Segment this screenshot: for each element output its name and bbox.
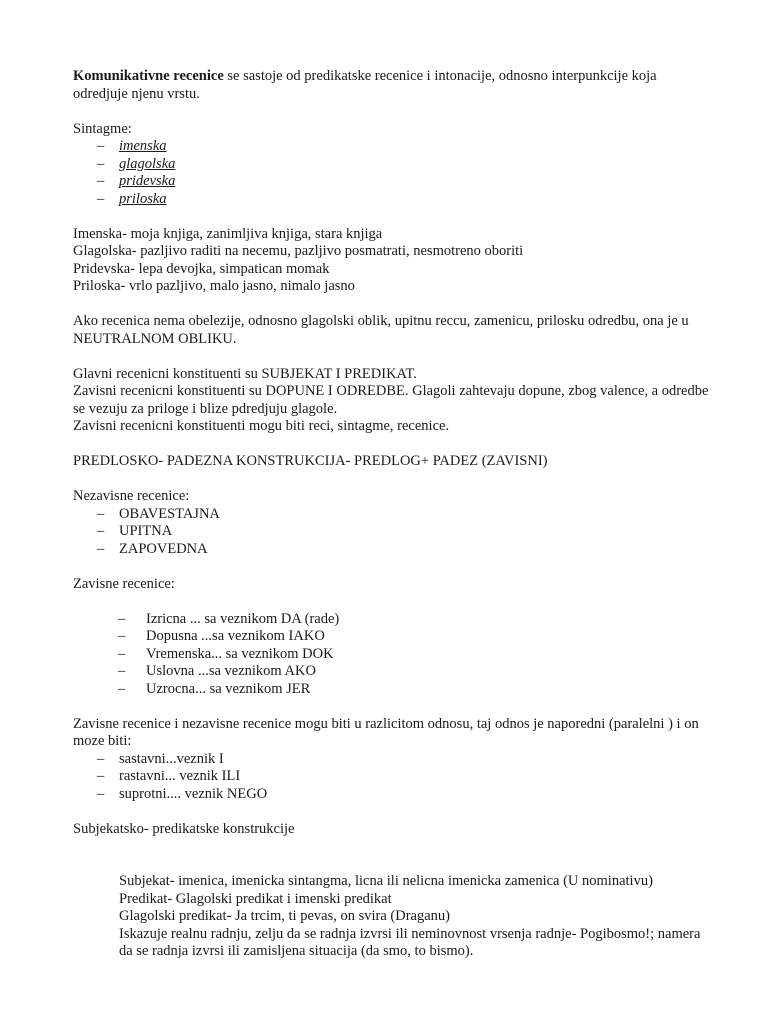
example-line: Imenska- moja knjiga, zanimljiva knjiga, stara knjiga xyxy=(73,225,383,242)
example-line: Priloska- vrlo pazljivo, malo jasno, nimalo jasno xyxy=(73,278,355,294)
list-item-text: sastavni...veznik I xyxy=(119,750,224,767)
dash-marker: – xyxy=(97,190,105,207)
list-item-text: Izricna ... sa veznikom DA (rade) xyxy=(146,610,340,627)
list-item-text: Vremenska... sa veznikom DOK xyxy=(146,645,334,662)
example-line: Pridevska- lepa devojka, simpatican momak xyxy=(73,260,330,277)
list-item xyxy=(73,628,713,646)
list-item-text: Dopusna ...sa veznikom IAKO xyxy=(146,628,325,644)
sintagme-heading: Sintagme: xyxy=(73,120,132,137)
example-line: Glagolska- pazljivo raditi na necemu, pazljivo posmatrati, nesmotreno oboriti xyxy=(73,243,524,259)
list-item xyxy=(73,173,713,191)
subjekatsko-line: Predikat- Glagolski predikat i imenski predikat xyxy=(119,890,392,907)
list-item xyxy=(73,751,713,769)
link-priloska[interactable]: priloska xyxy=(119,190,167,207)
list-item xyxy=(73,611,713,629)
list-item xyxy=(73,663,713,681)
dash-marker: – xyxy=(97,505,105,522)
subjekatsko-line: Subjekat- imenica, imenicka sintangma, licna ili nelicna imenicka zamenica (U nominativu) xyxy=(119,873,653,889)
intro-text: se sastoje od predikatske recenice i intonacije, odnosno interpunkcije koja odredjuje njenu vrstu. xyxy=(73,68,657,102)
list-item xyxy=(73,191,713,209)
dash-marker: – xyxy=(118,628,126,644)
dash-marker: – xyxy=(118,663,126,679)
list-item xyxy=(73,506,713,524)
document-page xyxy=(73,68,713,961)
dash-marker: – xyxy=(97,750,105,767)
list-item-text: OBAVESTAJNA xyxy=(119,505,220,522)
link-glagolska[interactable]: glagolska xyxy=(119,155,176,172)
dash-marker: – xyxy=(118,645,126,662)
list-item xyxy=(73,786,713,804)
konstituenti-line: Zavisni recenicni konstituenti mogu biti reci, sintagme, recenice. xyxy=(73,418,450,434)
dash-marker: – xyxy=(97,523,105,539)
list-item xyxy=(73,768,713,786)
list-item xyxy=(73,681,713,699)
dash-marker: – xyxy=(97,155,105,172)
subjekatsko-heading: Subjekatsko- predikatske konstrukcije xyxy=(73,820,295,837)
list-item xyxy=(73,523,713,541)
list-item-text: UPITNA xyxy=(119,523,173,539)
nezavisne-list xyxy=(73,506,713,559)
list-item-text: ZAPOVEDNA xyxy=(119,540,208,557)
sintagme-list xyxy=(73,138,713,208)
dash-marker: – xyxy=(97,768,105,784)
list-item xyxy=(73,156,713,174)
predlosko-heading: PREDLOSKO- PADEZNA KONSTRUKCIJA- PREDLOG+ PADEZ (ZAVISNI) xyxy=(73,453,548,469)
link-imenska[interactable]: imenska xyxy=(119,138,167,154)
list-item xyxy=(73,646,713,664)
list-item-text: Uslovna ...sa veznikom AKO xyxy=(146,663,316,679)
subjekatsko-block xyxy=(73,873,713,961)
dash-marker: – xyxy=(97,785,105,802)
intro-paragraph xyxy=(73,68,713,103)
list-item-text: Uzrocna... sa veznikom JER xyxy=(146,680,311,697)
odnos-paragraph: Zavisne recenice i nezavisne recenice mogu biti u razlicitom odnosu, taj odnos je naporedni (paralelni ) i on moze biti: xyxy=(73,715,699,749)
subjekatsko-line: Glagolski predikat- Ja trcim, ti pevas, on svira (Draganu) xyxy=(119,908,450,924)
odnos-list xyxy=(73,751,713,804)
konstituenti-line: Zavisni recenicni konstituenti su DOPUNE I ODREDBE. Glagoli zahtevaju dopune, zbog valence, a odredbe se vezuju za priloge i blize pdredjuju glagole. xyxy=(73,383,709,417)
dash-marker: – xyxy=(97,173,105,189)
dash-marker: – xyxy=(97,138,105,154)
subjekatsko-line: Iskazuje realnu radnju, zelju da se radnja izvrsi ili neminovnost vrsenja radnje- Pogibosmo!; namera da se radnja izvrsi ili zamisljena situacija (da smo, to bismo). xyxy=(119,925,701,959)
list-item-text: suprotni.... veznik NEGO xyxy=(119,785,268,802)
link-pridevska[interactable]: pridevska xyxy=(119,173,176,189)
intro-term: Komunikativne recenice xyxy=(73,68,224,84)
list-item xyxy=(73,138,713,156)
dash-marker: – xyxy=(97,540,105,557)
dash-marker: – xyxy=(118,680,126,697)
konstituenti-line: Glavni recenicni konstituenti su SUBJEKAT I PREDIKAT. xyxy=(73,365,417,382)
list-item-text: rastavni... veznik ILI xyxy=(119,768,241,784)
nezavisne-heading: Nezavisne recenice: xyxy=(73,488,190,504)
dash-marker: – xyxy=(118,610,126,627)
list-item xyxy=(73,541,713,559)
neutral-paragraph: Ako recenica nema obelezije, odnosno glagolski oblik, upitnu reccu, zamenicu, prilosku odredbu, ona je u NEUTRALNOM OBLIKU. xyxy=(73,313,689,347)
zavisne-heading: Zavisne recenice: xyxy=(73,575,175,592)
zavisne-list xyxy=(73,611,713,699)
